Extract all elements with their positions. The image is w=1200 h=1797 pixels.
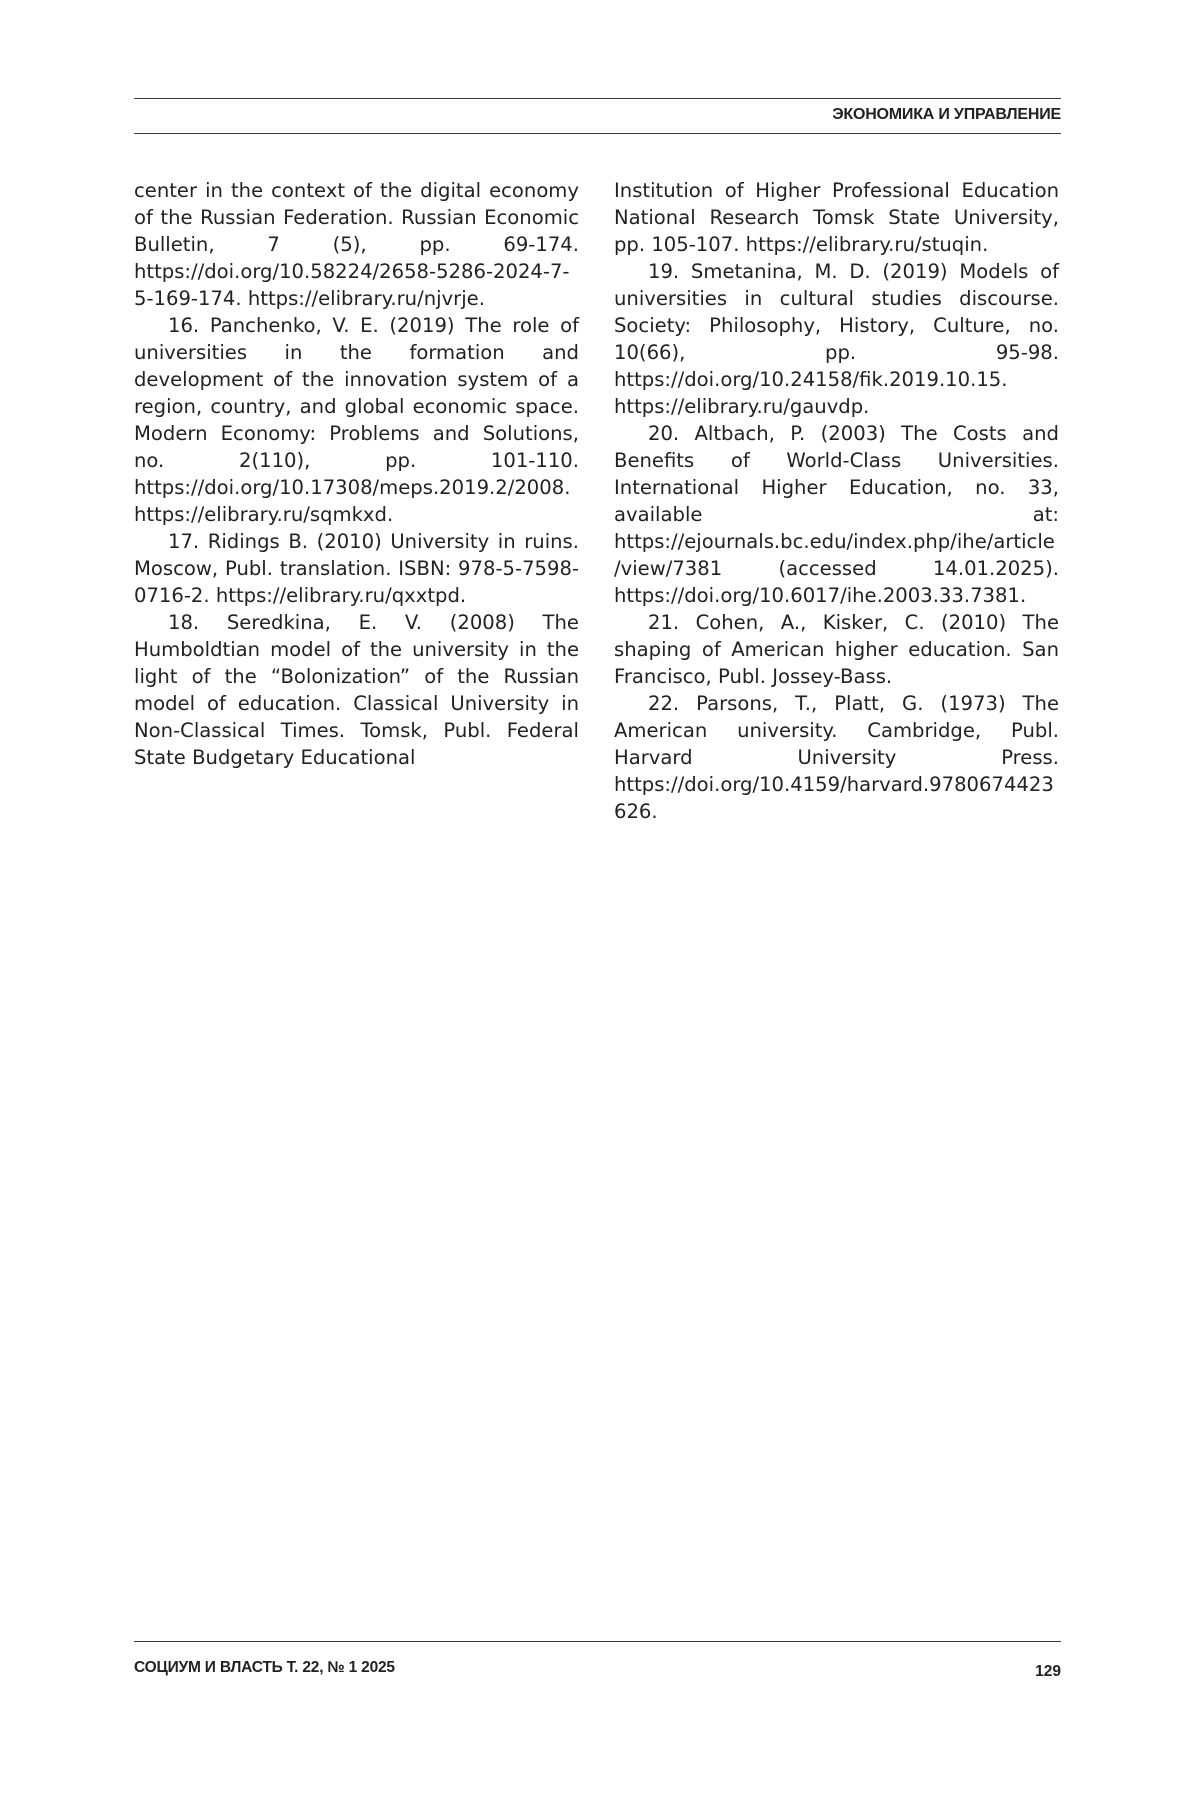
reference-22: 22. Parsons, T., Platt, G. (1973) The American university. Cambridge, Publ. Harvard University Press. https://doi.org/10.4159/harvard.9780674423626. (614, 692, 1059, 823)
running-head: ЭКОНОМИКА И УПРАВЛЕНИЕ (832, 106, 1061, 123)
reference-18-continuation: Institution of Higher Professional Education National Research Tomsk State University, pp. 105-107. https://elibrary.ru/stuqin. (614, 179, 1059, 256)
reference-21: 21. Cohen, A., Kisker, C. (2010) The shaping of American higher education. San Francisco, Publ. Jossey-Bass. (614, 611, 1059, 688)
header-bottom-rule (134, 133, 1061, 134)
header-top-rule (134, 98, 1061, 99)
right-column (614, 177, 1059, 825)
reference-17: 17. Ridings B. (2010) University in ruins. Moscow, Publ. translation. ISBN: 978-5-7598-0716-2. https://elibrary.ru/qxxtpd. (134, 530, 579, 607)
left-column (134, 177, 579, 771)
reference-continuation: center in the context of the digital economy of the Russian Federation. Russian Economic Bulletin, 7 (5), pp. 69-174. https://doi.org/10.58224/2658-5286-2024-7-5-169-174. https://elibrary.ru/njvrje. (134, 179, 579, 310)
reference-20: 20. Altbach, P. (2003) The Costs and Benefits of World-Class Universities. International Higher Education, no. 33, available at: https://ejournals.bc.edu/index.php/ihe/article/view/7381 (accessed 14.01.2025). https://doi.org/10.6017/ihe.2003.33.7381. (614, 422, 1059, 607)
footer-rule (134, 1641, 1061, 1642)
reference-16: 16. Panchenko, V. E. (2019) The role of universities in the formation and development of the innovation system of a region, country, and global economic space. Modern Economy: Problems and Solutions, no. 2(110), pp. 101-110. https://doi.org/10.17308/meps.2019.2/2008. https://elibrary.ru/sqmkxd. (134, 314, 579, 526)
reference-19: 19. Smetanina, M. D. (2019) Models of universities in cultural studies discourse. Society: Philosophy, History, Culture, no. 10(66), pp. 95-98. https://doi.org/10.24158/fik.2019.10.15. https://elibrary.ru/gauvdp. (614, 260, 1059, 418)
reference-18: 18. Seredkina, E. V. (2008) The Humboldtian model of the university in the light of the “Bolonization” of the Russian model of education. Classical University in Non-Classical Times. Tomsk, Publ. Federal State Budgetary Educational (134, 611, 579, 769)
footer-journal-title: СОЦИУМ И ВЛАСТЬ Т. 22, № 1 2025 (134, 1659, 395, 1676)
page-number: 129 (1035, 1663, 1061, 1680)
